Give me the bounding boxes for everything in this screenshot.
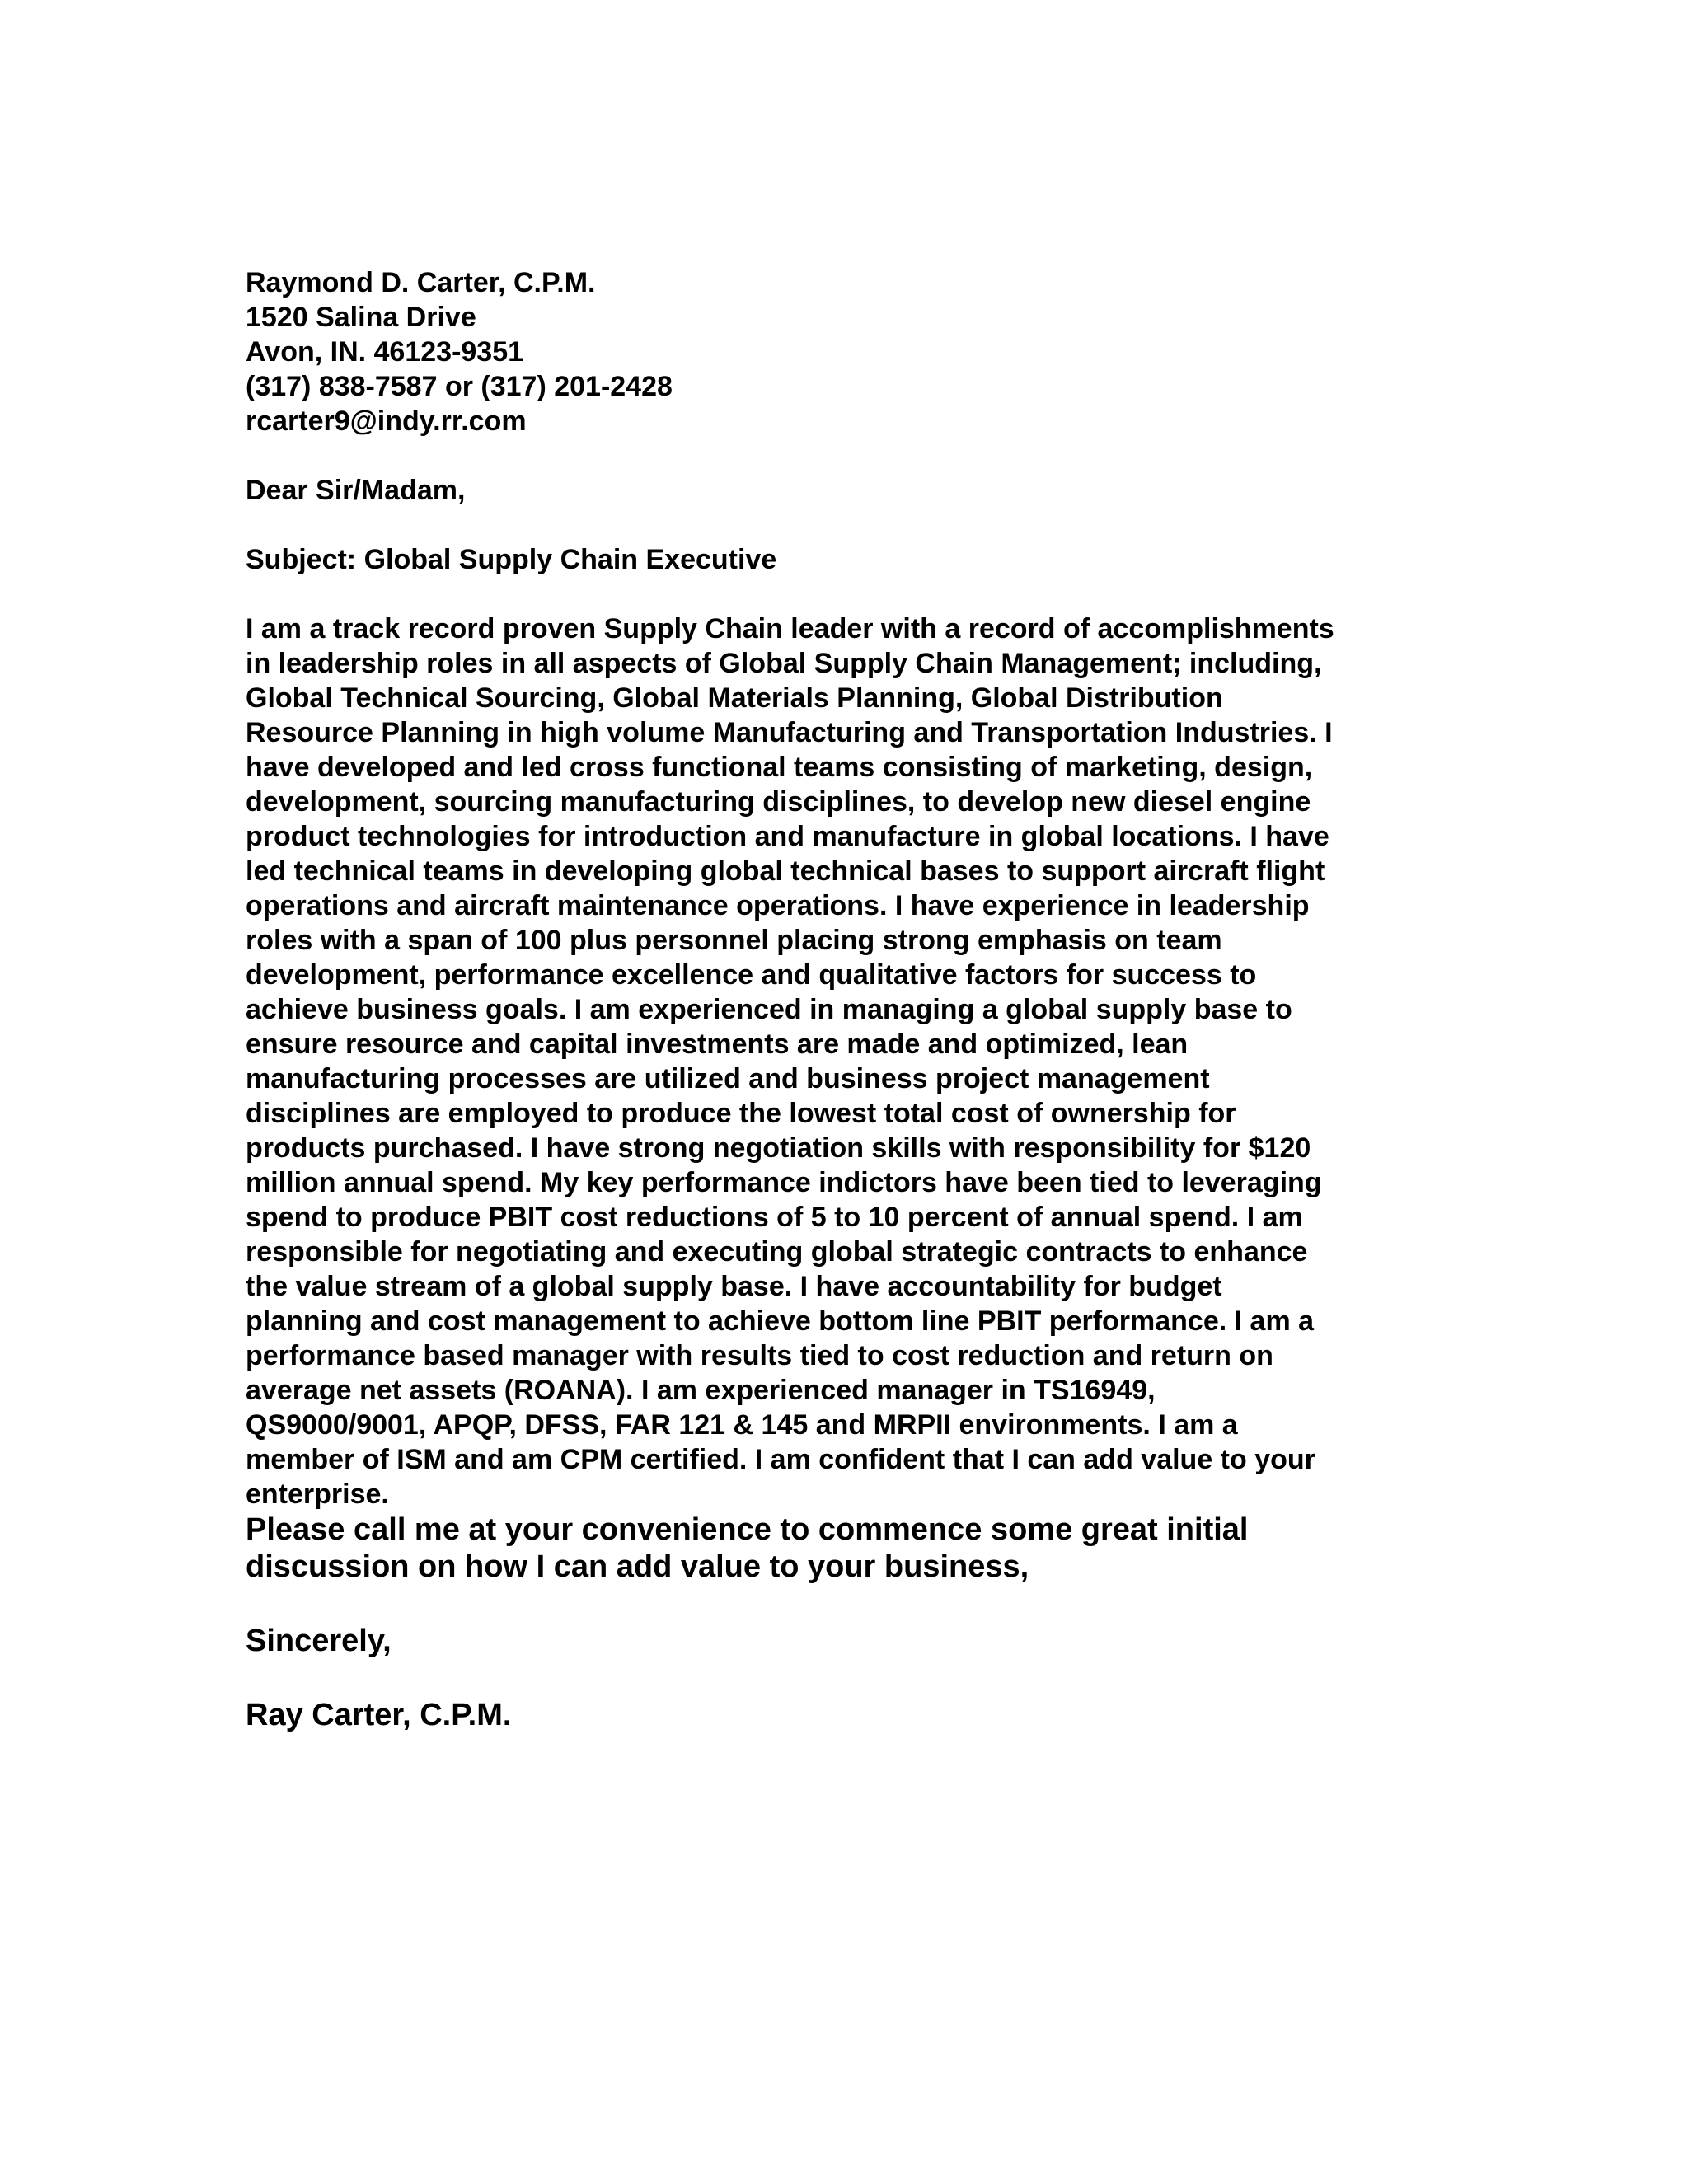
- body-line: enterprise.: [246, 1479, 389, 1510]
- body-line: led technical teams in developing global technical bases to support aircraft flight: [246, 855, 1325, 887]
- letter: [246, 265, 1441, 1734]
- body-line: spend to produce PBIT cost reductions of 5 to 10 percent of annual spend. I am: [246, 1202, 1303, 1233]
- spacer: [246, 438, 1441, 473]
- sender-street: 1520 Salina Drive: [246, 302, 476, 333]
- body-line: have developed and led cross functional teams consisting of marketing, design,: [246, 752, 1313, 783]
- body-line: development, performance excellence and qualitative factors for success to: [246, 959, 1257, 991]
- body-line: planning and cost management to achieve bottom line PBIT performance. I am a: [246, 1305, 1315, 1337]
- closing-line: discussion on how I can add value to your business,: [246, 1549, 1029, 1584]
- sender-phone: (317) 838-7587 or (317) 201-2428: [246, 371, 673, 402]
- body-line: disciplines are employed to produce the lowest total cost of ownership for: [246, 1098, 1236, 1129]
- spacer: [246, 1586, 1441, 1623]
- body-line: Global Technical Sourcing, Global Materials Planning, Global Distribution: [246, 682, 1223, 714]
- spacer: [246, 577, 1441, 612]
- body-line: development, sourcing manufacturing disciplines, to develop new diesel engine: [246, 786, 1311, 818]
- subject-line: Subject: Global Supply Chain Executive: [246, 544, 777, 575]
- body-line: ensure resource and capital investments are made and optimized, lean: [246, 1029, 1189, 1060]
- salutation: Dear Sir/Madam,: [246, 475, 466, 506]
- closing-paragraph: [246, 1511, 1441, 1586]
- body-line: Resource Planning in high volume Manufacturing and Transportation Industries. I: [246, 717, 1333, 748]
- body-line: product technologies for introduction and manufacture in global locations. I have: [246, 821, 1329, 852]
- body-line: million annual spend. My key performance indictors have been tied to leveraging: [246, 1167, 1322, 1198]
- body-line: member of ISM and am CPM certified. I am confident that I can add value to your: [246, 1444, 1315, 1475]
- spacer: [246, 1660, 1441, 1697]
- body-line: achieve business goals. I am experienced in managing a global supply base to: [246, 994, 1292, 1025]
- body-line: I am a track record proven Supply Chain leader with a record of accomplishments: [246, 613, 1334, 644]
- body-line: responsible for negotiating and executing global strategic contracts to enhance: [246, 1236, 1308, 1268]
- signoff: Sincerely,: [246, 1624, 392, 1658]
- closing-line: Please call me at your convenience to commence some great initial: [246, 1512, 1249, 1547]
- body-line: average net assets (ROANA). I am experienced manager in TS16949,: [246, 1375, 1156, 1406]
- spacer: [246, 508, 1441, 542]
- body-line: performance based manager with results tied to cost reduction and return on: [246, 1340, 1273, 1371]
- body-line: roles with a span of 100 plus personnel placing strong emphasis on team: [246, 925, 1222, 956]
- body-line: QS9000/9001, APQP, DFSS, FAR 121 & 145 and MRPII environments. I am a: [246, 1409, 1238, 1441]
- body-line: manufacturing processes are utilized and business project management: [246, 1063, 1210, 1094]
- sender-email: rcarter9@indy.rr.com: [246, 405, 527, 437]
- signature: Ray Carter, C.P.M.: [246, 1698, 512, 1732]
- body-line: products purchased. I have strong negotiation skills with responsibility for $120: [246, 1132, 1311, 1164]
- body-line: in leadership roles in all aspects of Global Supply Chain Management; including,: [246, 648, 1322, 679]
- sender-name: Raymond D. Carter, C.P.M.: [246, 267, 596, 298]
- sender-address: [246, 265, 1441, 438]
- sender-city: Avon, IN. 46123-9351: [246, 336, 524, 368]
- body-paragraph: [246, 612, 1441, 1511]
- body-line: the value stream of a global supply base. I have accountability for budget: [246, 1271, 1222, 1302]
- body-line: operations and aircraft maintenance operations. I have experience in leadership: [246, 890, 1310, 921]
